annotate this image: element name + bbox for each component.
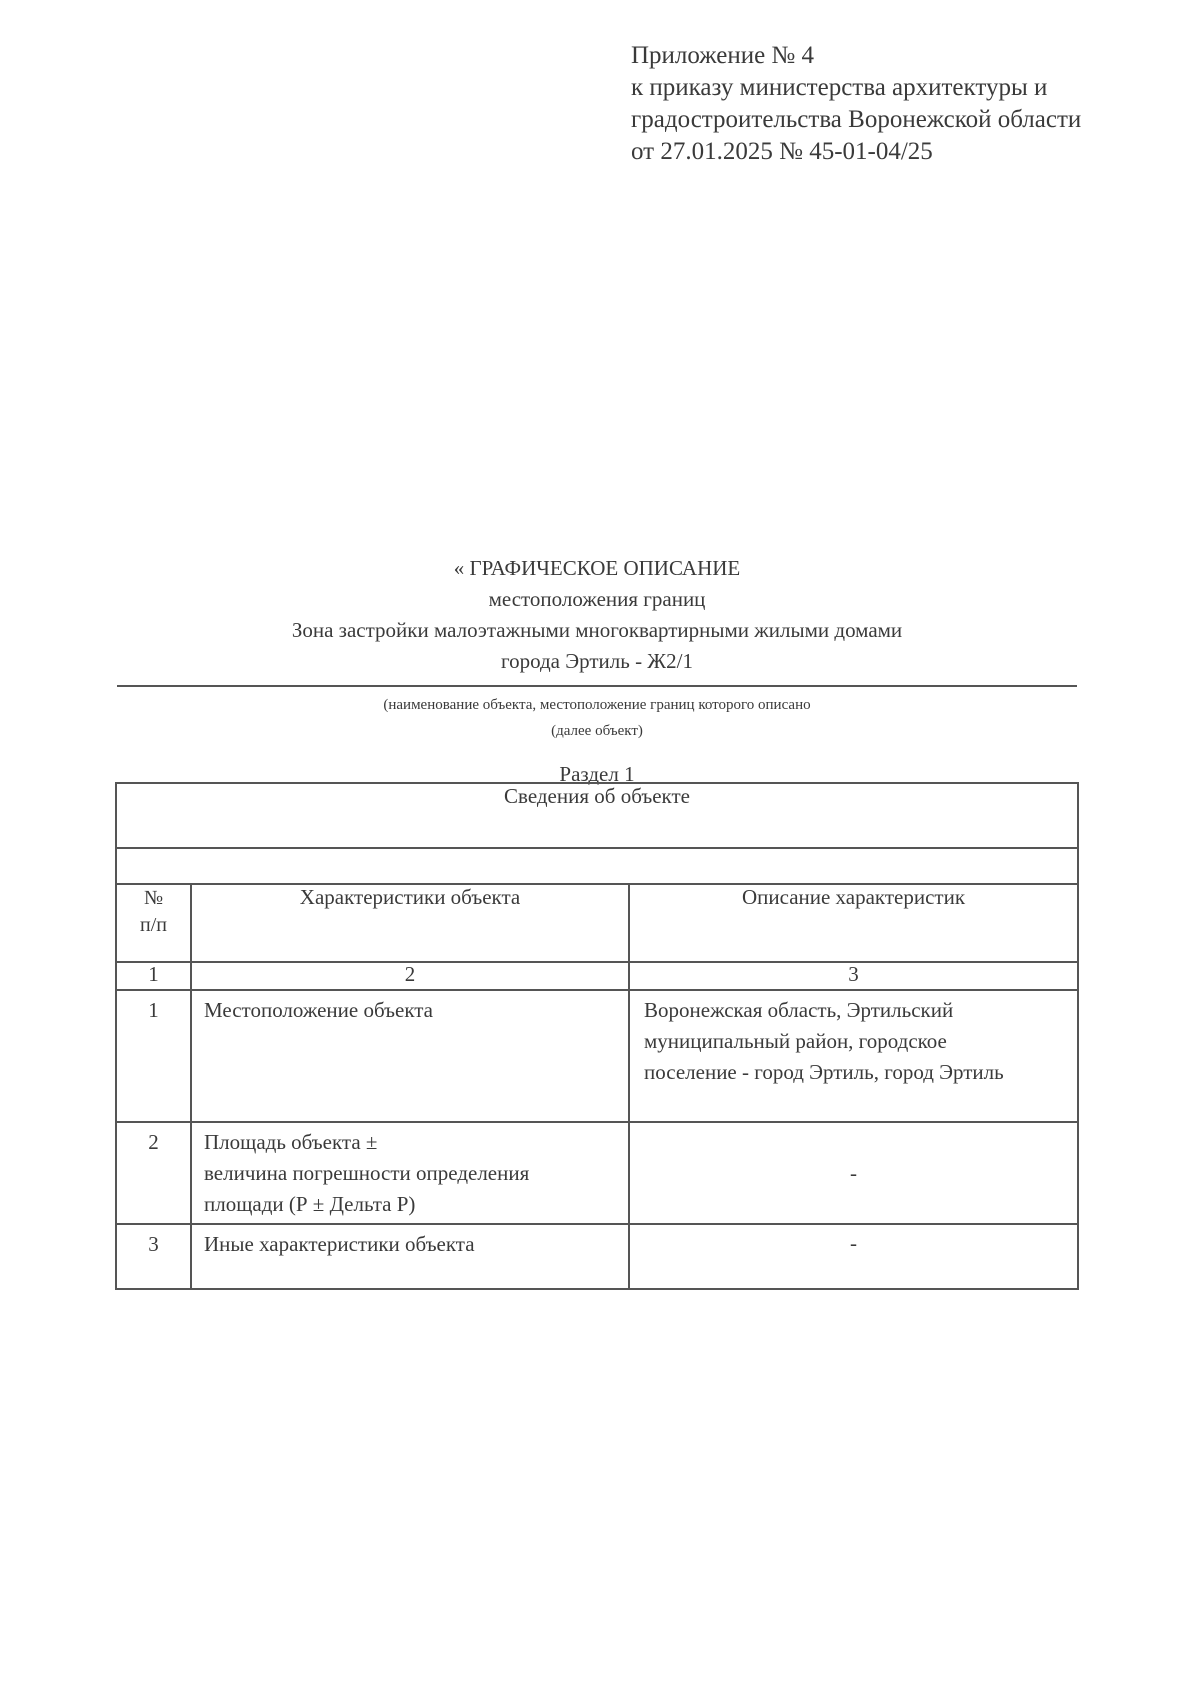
appendix-header <box>631 40 1171 168</box>
title-line-1: « ГРАФИЧЕСКОЕ ОПИСАНИЕ <box>453 556 741 580</box>
appendix-line-2: к приказу министерства архитектуры и <box>631 74 1048 101</box>
title-underline <box>117 685 1077 687</box>
description-line: Воронежская область, Эртильский <box>644 998 954 1022</box>
table-heading: Сведения об объекте <box>116 783 1078 848</box>
table-heading-row <box>116 783 1078 848</box>
characteristic-line: Площадь объекта ± <box>204 1130 378 1154</box>
object-name-note <box>117 692 1077 744</box>
column-number-3: 3 <box>629 962 1078 990</box>
header-description: Описание характеристик <box>629 884 1078 962</box>
row-num: 3 <box>116 1224 191 1289</box>
header-characteristic: Характеристики объекта <box>191 884 629 962</box>
appendix-line-1: Приложение № 4 <box>631 42 815 69</box>
blank-cell <box>116 848 1078 884</box>
document-title-block <box>117 553 1077 788</box>
appendix-line-3: градостроительства Воронежской области <box>631 106 1082 133</box>
row-description: - <box>629 1224 1078 1289</box>
row-characteristic: Местоположение объекта <box>191 990 629 1122</box>
column-number-row <box>116 962 1078 990</box>
header-num-abbr: п/п <box>140 914 167 936</box>
header-num <box>116 884 191 962</box>
characteristic-line: площади (Р ± Дельта Р) <box>204 1192 416 1216</box>
description-line: поселение - город Эртиль, город Эртиль <box>644 1060 1004 1084</box>
row-num: 2 <box>116 1122 191 1224</box>
column-number-2: 2 <box>191 962 629 990</box>
object-info-table <box>115 782 1079 1290</box>
table-blank-row <box>116 848 1078 884</box>
table-row <box>116 990 1078 1122</box>
appendix-line-4: от 27.01.2025 № 45-01-04/25 <box>631 138 933 165</box>
title-line-2: местоположения границ <box>488 587 706 611</box>
description-line: муниципальный район, городское <box>644 1029 947 1053</box>
header-num-symbol: № <box>143 887 164 909</box>
row-description <box>629 990 1078 1122</box>
table-row <box>116 1122 1078 1224</box>
row-num: 1 <box>116 990 191 1122</box>
title-line-4: города Эртиль - Ж2/1 <box>501 649 693 673</box>
characteristic-line: величина погрешности определения <box>204 1161 530 1185</box>
section-label: Раздел 1 <box>559 762 635 786</box>
table-row <box>116 1224 1078 1289</box>
note-line-2: (далее объект) <box>551 723 643 739</box>
row-characteristic <box>191 1122 629 1224</box>
title-line-3: Зона застройки малоэтажными многоквартирными жилыми домами <box>291 618 903 642</box>
row-description: - <box>629 1122 1078 1224</box>
note-line-1: (наименование объекта, местоположение границ которого описано <box>383 697 811 713</box>
table-header-row <box>116 884 1078 962</box>
column-number-1: 1 <box>116 962 191 990</box>
row-characteristic: Иные характеристики объекта <box>191 1224 629 1289</box>
